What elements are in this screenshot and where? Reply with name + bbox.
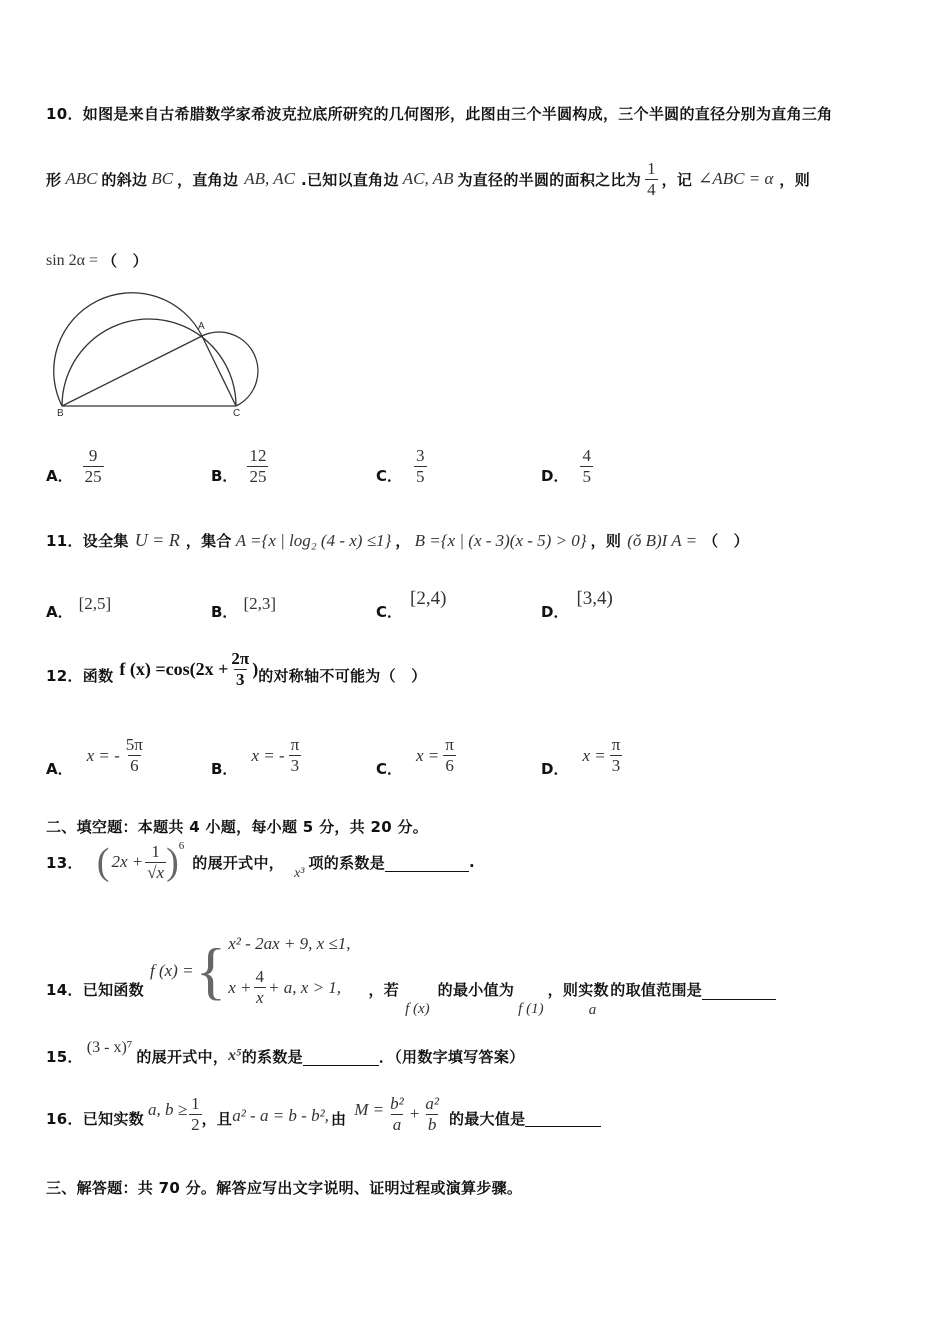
q16-mid1: ，且 (201, 1109, 233, 1128)
q10-option-a[interactable] (46, 447, 104, 486)
option-fraction: $\frac{12}{25}$ (249, 446, 267, 486)
q10-line1: 10．如图是来自古希腊数学家希波克拉底所研究的几何图形，此图由三个半圆构成，三个半圆的直径分别为直角三角 (46, 105, 833, 123)
q16-you: 由 (330, 1109, 347, 1128)
option-value: [2,4) (410, 588, 447, 609)
option-label: C． (376, 760, 403, 778)
q13-power: 6 (178, 840, 185, 852)
q15-answer-blank[interactable] (303, 1064, 379, 1066)
q13-frac: $\frac{1}{√x}$ (147, 841, 165, 882)
q16-ab: a, b ≥ (147, 1100, 188, 1120)
q14-fx: f (x) = (149, 960, 194, 980)
q10-text-g: ，则 (779, 170, 811, 189)
q15-line (46, 1034, 524, 1067)
q16-M: M = (354, 1100, 385, 1120)
q12-func-left: f (x) =cos(2x + (119, 658, 229, 679)
q14-f1: f (1) (518, 1001, 544, 1017)
option-lhs: x = (582, 745, 606, 765)
q16-answer-blank[interactable] (525, 1125, 601, 1127)
option-value: [3,4) (576, 588, 613, 609)
option-fraction: $\frac{4}{5}$ (582, 446, 591, 486)
option-fraction: $\frac{3}{5}$ (416, 446, 425, 486)
option-label: A． (46, 603, 73, 621)
q14-a: a (588, 1002, 597, 1018)
q13-expr-a: 2x + (111, 852, 144, 871)
q16-frac-2: $\frac{\text{a²}}{b}$ (425, 1094, 439, 1134)
q13-end: . (469, 853, 476, 871)
option-fraction: $\frac{5\pi}{6}$ (125, 735, 143, 775)
q13-mid: 的展开式中， (192, 853, 285, 872)
q10-angle: ∠ABC = α (698, 169, 774, 189)
q16-frac-1: $\frac{\text{b²}}{a}$ (390, 1094, 404, 1134)
q10-text-f: ，记 (661, 170, 693, 189)
q12-option-b[interactable] (211, 732, 301, 779)
q12-line (46, 650, 427, 689)
q11-line (46, 530, 749, 551)
q11-paren: （ ） (703, 532, 749, 550)
q14-ruo: ，若 (368, 981, 400, 999)
q10-option-d[interactable] (541, 447, 593, 486)
option-label: B． (211, 467, 238, 485)
option-label: C． (376, 603, 403, 621)
q10-line2 (46, 160, 810, 199)
q11-option-b[interactable] (211, 594, 276, 622)
q14-case-2b: + a, x > 1, (268, 977, 342, 997)
q16-line (46, 1095, 601, 1134)
option-label: C． (376, 467, 403, 485)
q11-set-a: A ={x | log₂ (4 - x) ≤1} (235, 530, 392, 550)
label-a: A (198, 321, 205, 332)
q11-option-d[interactable] (541, 588, 613, 622)
q10-ask (46, 250, 148, 271)
q10-ab-ac: AB, AC (244, 169, 295, 189)
q12-func-right: ) (252, 658, 259, 679)
section-3-heading: 三、解答题：共 70 分。解答应写出文字说明、证明过程或演算步骤。 (46, 1179, 523, 1197)
q10-option-c[interactable] (376, 447, 427, 486)
segment-ab (62, 336, 202, 406)
q14-cases (228, 934, 350, 1007)
option-fraction: $\frac{9}{25}$ (84, 446, 102, 486)
q13-suffix: 项的系数是 (308, 853, 386, 872)
section-2-heading: 二、填空题：本题共 4 小题，每小题 5 分，共 20 分。 (46, 818, 429, 836)
label-c: C (233, 408, 241, 419)
q13-prefix: 13． (46, 853, 83, 872)
option-fraction: $\frac{\pi}{3}$ (611, 735, 621, 775)
q10-option-b[interactable] (211, 447, 268, 486)
option-label: D． (541, 467, 569, 485)
q14-line: 14．已知函数 f (x) = { x² - 2ax + 9, x ≤1, x + $\frac{4}{x}$ + a, x > 1, ，若 f (x) 的最小值为 f (1) ，则实数 a 的取值范围是 (46, 922, 776, 1019)
q10-paren: （ ） (102, 252, 148, 270)
q11-comma: ， (395, 532, 411, 550)
q15-suffix: 的系数是 (241, 1048, 303, 1066)
q14-answer-blank[interactable] (702, 998, 776, 1000)
option-value: [2,5] (78, 594, 112, 613)
q10-text-e: 为直径的半圆的面积之比为 (457, 170, 642, 189)
q10-ratio: $\frac{1}{4}$ (647, 159, 656, 199)
q10-text-b: 的斜边 (101, 170, 148, 189)
q13-line: 13． ( 2x + $\frac{1}{√x}$ ) $^6$ 的展开式中， x³ 项的系数是 . (46, 840, 476, 883)
option-label: A． (46, 760, 73, 778)
q10-abc: ABC (65, 169, 98, 189)
option-label: B． (211, 760, 238, 778)
option-lhs: x = - (86, 745, 120, 765)
q14-mid2: ，则实数 (547, 981, 609, 999)
q11-mid1: ，集合 (185, 532, 232, 550)
q12-suffix: 的对称轴不可能为（ ） (258, 666, 427, 685)
q16-eq: a² - a = b - b², (232, 1106, 329, 1126)
q11-option-c[interactable] (376, 588, 446, 622)
q15-end: ．（用数字填写答案） (378, 1048, 525, 1066)
q10-sin: sin 2α = (46, 251, 99, 269)
option-label: A． (46, 467, 73, 485)
q12-option-d[interactable] (541, 732, 622, 779)
q14-prefix: 14．已知函数 (46, 981, 144, 999)
option-label: D． (541, 603, 569, 621)
q10-text-c: ，直角边 (177, 170, 239, 189)
option-lhs: x = (416, 745, 440, 765)
q14-case-1: x² - 2ax + 9, x ≤1, (228, 934, 351, 954)
q11-universe: U = R (134, 530, 180, 550)
q11-option-a[interactable] (46, 594, 111, 622)
q14-mid1: 的最小值为 (437, 981, 515, 999)
option-fraction: $\frac{\pi}{3}$ (290, 735, 300, 775)
q13-answer-blank[interactable] (385, 870, 469, 872)
q12-option-a[interactable] (46, 732, 145, 779)
option-fraction: $\frac{\pi}{6}$ (445, 735, 454, 775)
q14-suffix: 的取值范围是 (610, 981, 703, 999)
option-lhs: x = - (251, 745, 285, 765)
q11-set-b: B ={x | (x - 3)(x - 5) > 0} (414, 530, 587, 550)
semicircle-ab (54, 293, 202, 406)
q12-option-c[interactable] (376, 732, 456, 779)
q15-expr: (3 - x)⁷ (86, 1038, 133, 1056)
option-label: D． (541, 760, 569, 778)
q14-fx2: f (x) (405, 1001, 430, 1017)
q11-prefix: 11．设全集 (46, 532, 129, 550)
q10-text-d: .已知以直角边 (300, 170, 399, 189)
q15-mid: 的展开式中， (136, 1048, 229, 1066)
q16-prefix: 16．已知实数 (46, 1109, 144, 1128)
q15-prefix: 15． (46, 1048, 83, 1066)
q14-case-2-frac: $\frac{4}{x}$ (255, 967, 265, 1007)
q10-bc: BC (151, 169, 174, 189)
option-value: [2,3] (243, 594, 277, 613)
q11-mid2: ，则 (590, 532, 622, 550)
q10-ac-ab: AC, AB (402, 169, 454, 189)
q16-half: $\frac{1}{2}$ (191, 1094, 200, 1134)
q10-figure (50, 290, 270, 420)
q13-term: x³ (294, 866, 305, 881)
q12-func-frac: $\frac{2\pi}{3}$ (231, 649, 250, 689)
label-b: B (57, 408, 64, 419)
q15-x5: x⁵ (228, 1046, 242, 1064)
segment-ac (202, 336, 236, 406)
q14-case-2a: x + (228, 977, 252, 997)
q11-expr: (ǒ B)I A = (627, 530, 698, 550)
q12-prefix: 12．函数 (46, 666, 114, 685)
q10-text-a: 形 (46, 170, 62, 189)
q16-suffix: 的最大值是 (448, 1109, 526, 1128)
q16-plus: + (409, 1104, 420, 1124)
option-label: B． (211, 603, 238, 621)
